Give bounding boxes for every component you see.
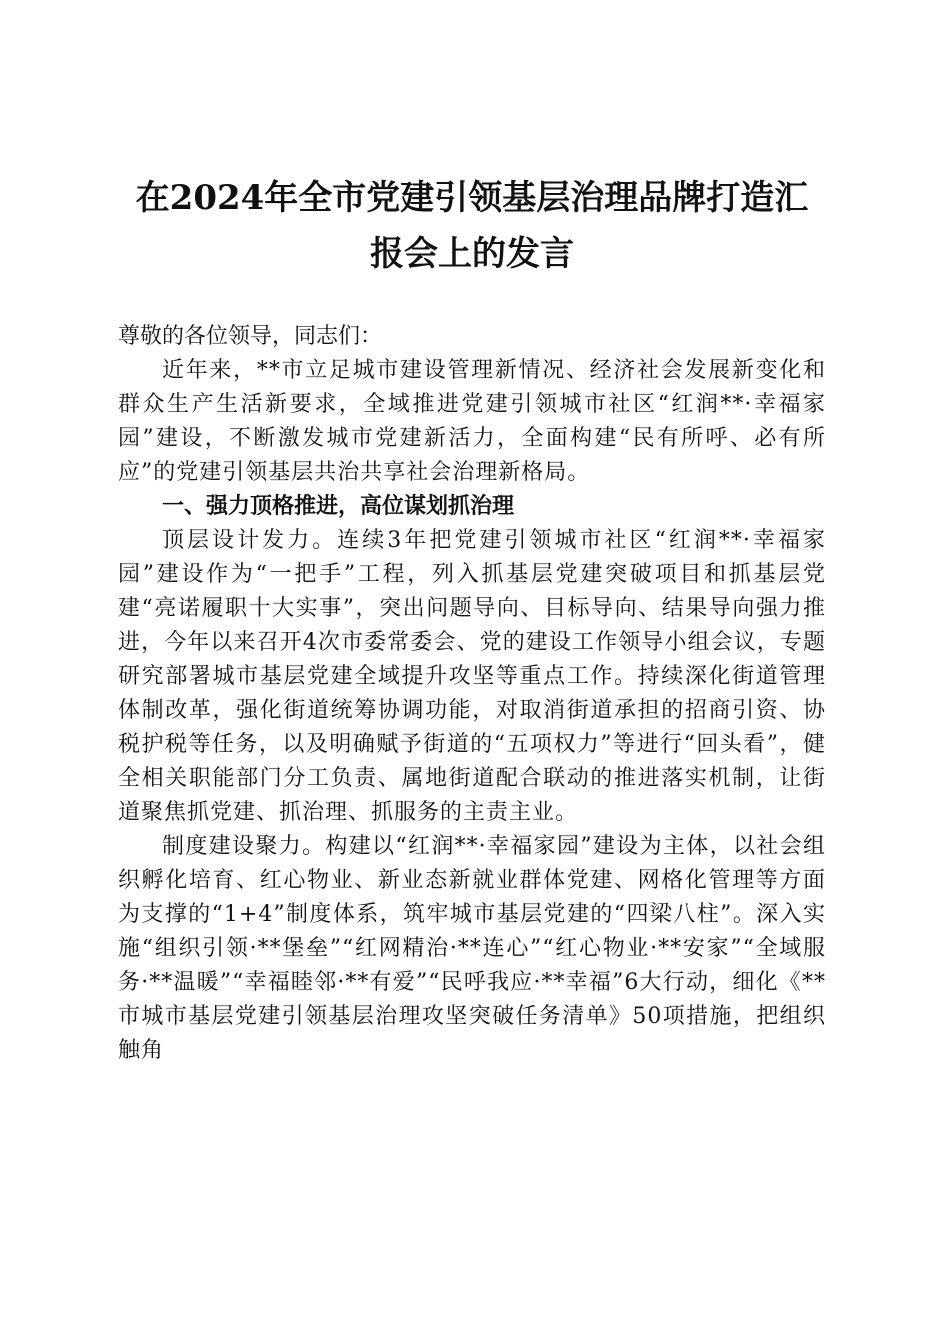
title-line-1: 在2024年全市党建引领基层治理品牌打造汇 [135,178,809,218]
body-paragraph-1: 顶层设计发力。连续3年把党建引领城市社区“红润**·幸福家园”建设作为“一把手”工程，列入抓基层党建突破项目和抓基层党建“亮诺履职十大实事”，突出问题导向、目标导向、结果导向强力推进，今年以来召开4次市委常委会、党的建设工作领导小组会议，专题研究部署城市基层党建全域提升攻坚等重点工作。持续深化街道管理体制改革，强化街道统筹协调功能，对取消街道承担的招商引资、协税护税等任务，以及明确赋予街道的“五项权力”等进行“回头看”，健全相关职能部门分工负责、属地街道配合联动的推进落实机制，让街道聚焦抓党建、抓治理、抓服务的主责主业。 [118,528,826,825]
body-paragraph-2: 制度建设聚力。构建以“红润**·幸福家园”建设为主体，以社会组织孵化培育、红心物业、新业态新就业群体党建、网格化管理等方面为支撑的“1+4”制度体系，筑牢城市基层党建的“四梁八柱”。深入实施“组织引领·**堡垒”“红网精治·**连心”“红心物业·**安家”“全域服务·**温暖”“幸福睦邻·**有爱”“民呼我应·**幸福”6大行动，细化《**市城市基层党建引领基层治理攻坚突破任务清单》50项措施，把组织触角 [118,834,826,1063]
document-title [118,170,826,282]
title-line-2: 报会上的发言 [370,234,574,274]
intro-paragraph: 近年来，**市立足城市建设管理新情况、经济社会发展新变化和群众生产生活新要求，全域推进党建引领城市社区“红润**·幸福家园”建设，不断激发城市党建新活力，全面构建“民有所呼、必有所应”的党建引领基层共治共享社会治理新格局。 [118,358,826,485]
salutation: 尊敬的各位领导，同志们： [118,324,383,349]
document-page [118,170,826,1068]
section-heading: 一、强力顶格推进，高位谋划抓治理 [162,494,515,519]
